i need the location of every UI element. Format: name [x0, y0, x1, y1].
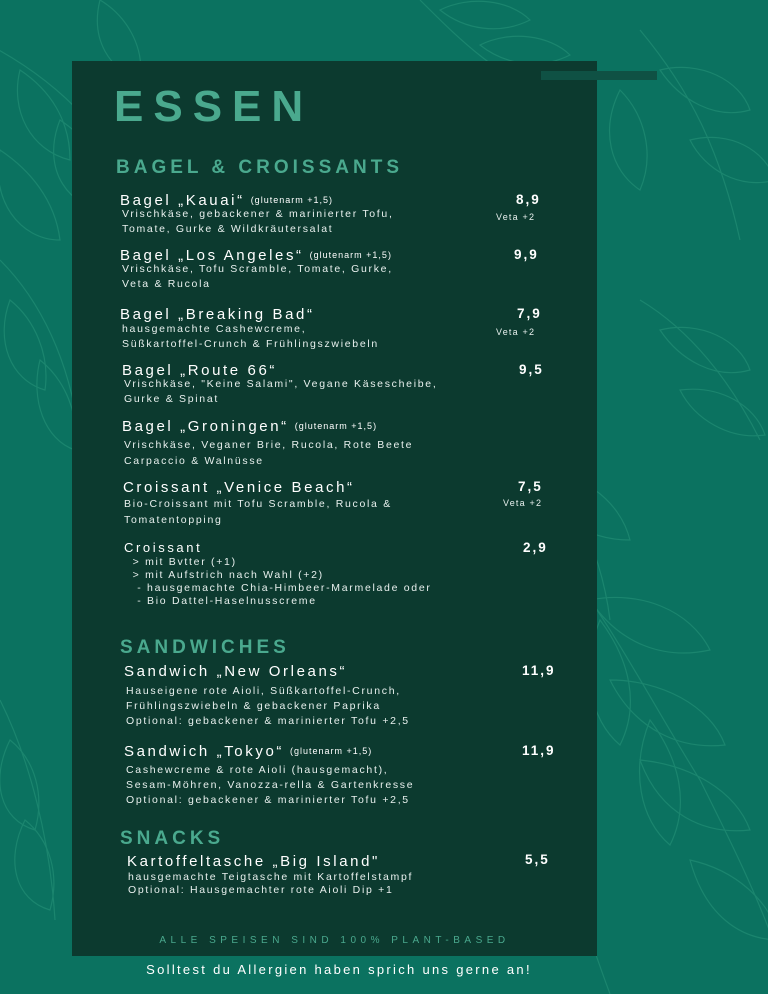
- item-description: Vrischkäse, "Keine Salami", Vegane Käsescheibe, Gurke & Spinat: [124, 378, 438, 405]
- item-name: Bagel „Breaking Bad“: [120, 306, 315, 323]
- menu-title: ESSEN: [114, 82, 314, 131]
- item-name: Croissant: [124, 540, 203, 555]
- item-extra: Veta +2: [496, 212, 536, 222]
- section-heading-snacks: SNACKS: [120, 828, 225, 849]
- item-price: 8,9: [516, 192, 541, 207]
- section-heading-sandwiches: SANDWICHES: [120, 637, 290, 658]
- item-name: Bagel „Route 66“: [122, 362, 278, 379]
- item-name: Bagel „Kauai“ (glutenarm +1,5): [120, 192, 333, 209]
- accent-bar: [541, 71, 657, 80]
- section-heading-bagel-croissants: BAGEL & CROISSANTS: [116, 157, 404, 178]
- item-description: Vrischkäse, gebackener & marinierter Tofu, Tomate, Gurke & Wildkräutersalat: [122, 208, 394, 235]
- item-note: (glutenarm +1,5): [294, 421, 378, 431]
- item-price: 2,9: [523, 540, 548, 555]
- item-name: Sandwich „Tokyo“ (glutenarm +1,5): [124, 743, 373, 760]
- item-price: 9,5: [519, 362, 544, 377]
- item-note: (glutenarm +1,5): [289, 746, 373, 756]
- item-note: (glutenarm +1,5): [309, 250, 392, 260]
- item-name: Bagel „Groningen“ (glutenarm +1,5): [122, 418, 378, 435]
- item-name: Bagel „Los Angeles“ (glutenarm +1,5): [120, 247, 392, 264]
- item-description: Vrischkäse, Veganer Brie, Rucola, Rote Beete Carpaccio & Walnüsse: [124, 439, 414, 467]
- item-price: 11,9: [522, 663, 556, 678]
- item-description: Cashewcreme & rote Aioli (hausgemacht), Sesam-Möhren, Vanozza-rella & Gartenkresse Optional: gebackener & marinierter Tofu +2,5: [126, 764, 415, 806]
- item-price: 11,9: [522, 743, 556, 758]
- item-description: hausgemachte Teigtasche mit Kartoffelstampf Optional: Hausgemachter rote Aioli Dip +1: [128, 871, 414, 896]
- item-price: 7,5: [518, 479, 543, 494]
- item-name: Croissant „Venice Beach“: [123, 479, 355, 496]
- item-description: hausgemachte Cashewcreme, Süßkartoffel-Crunch & Frühlingszwiebeln: [122, 323, 379, 350]
- item-price: 7,9: [517, 306, 542, 321]
- item-extra: Veta +2: [496, 327, 536, 337]
- item-price: 9,9: [514, 247, 539, 262]
- item-price: 5,5: [525, 852, 550, 867]
- plant-based-note: ALLE SPEISEN SIND 100% PLANT-BASED: [159, 935, 510, 946]
- item-extra: Veta +2: [503, 498, 543, 508]
- item-description: Vrischkäse, Tofu Scramble, Tomate, Gurke, Veta & Rucola: [122, 263, 393, 290]
- allergy-note: Solltest du Allergien haben sprich uns gerne an!: [146, 962, 532, 977]
- item-name: Kartoffeltasche „Big Island": [127, 853, 380, 870]
- item-name: Sandwich „New Orleans“: [124, 663, 348, 680]
- item-description: Bio-Croissant mit Tofu Scramble, Rucola & Tomatentopping: [124, 498, 392, 526]
- item-note: (glutenarm +1,5): [250, 195, 333, 205]
- item-description: > mit Bvtter (+1) > mit Aufstrich nach Wahl (+2) - hausgemachte Chia-Himbeer-Marmelade oder - Bio Dattel-Haselnusscreme: [128, 556, 432, 607]
- item-description: Hauseigene rote Aioli, Süßkartoffel-Crunch, Frühlingszwiebeln & gebackener Paprika Optional: gebackener & marinierter Tofu +2,5: [126, 685, 410, 727]
